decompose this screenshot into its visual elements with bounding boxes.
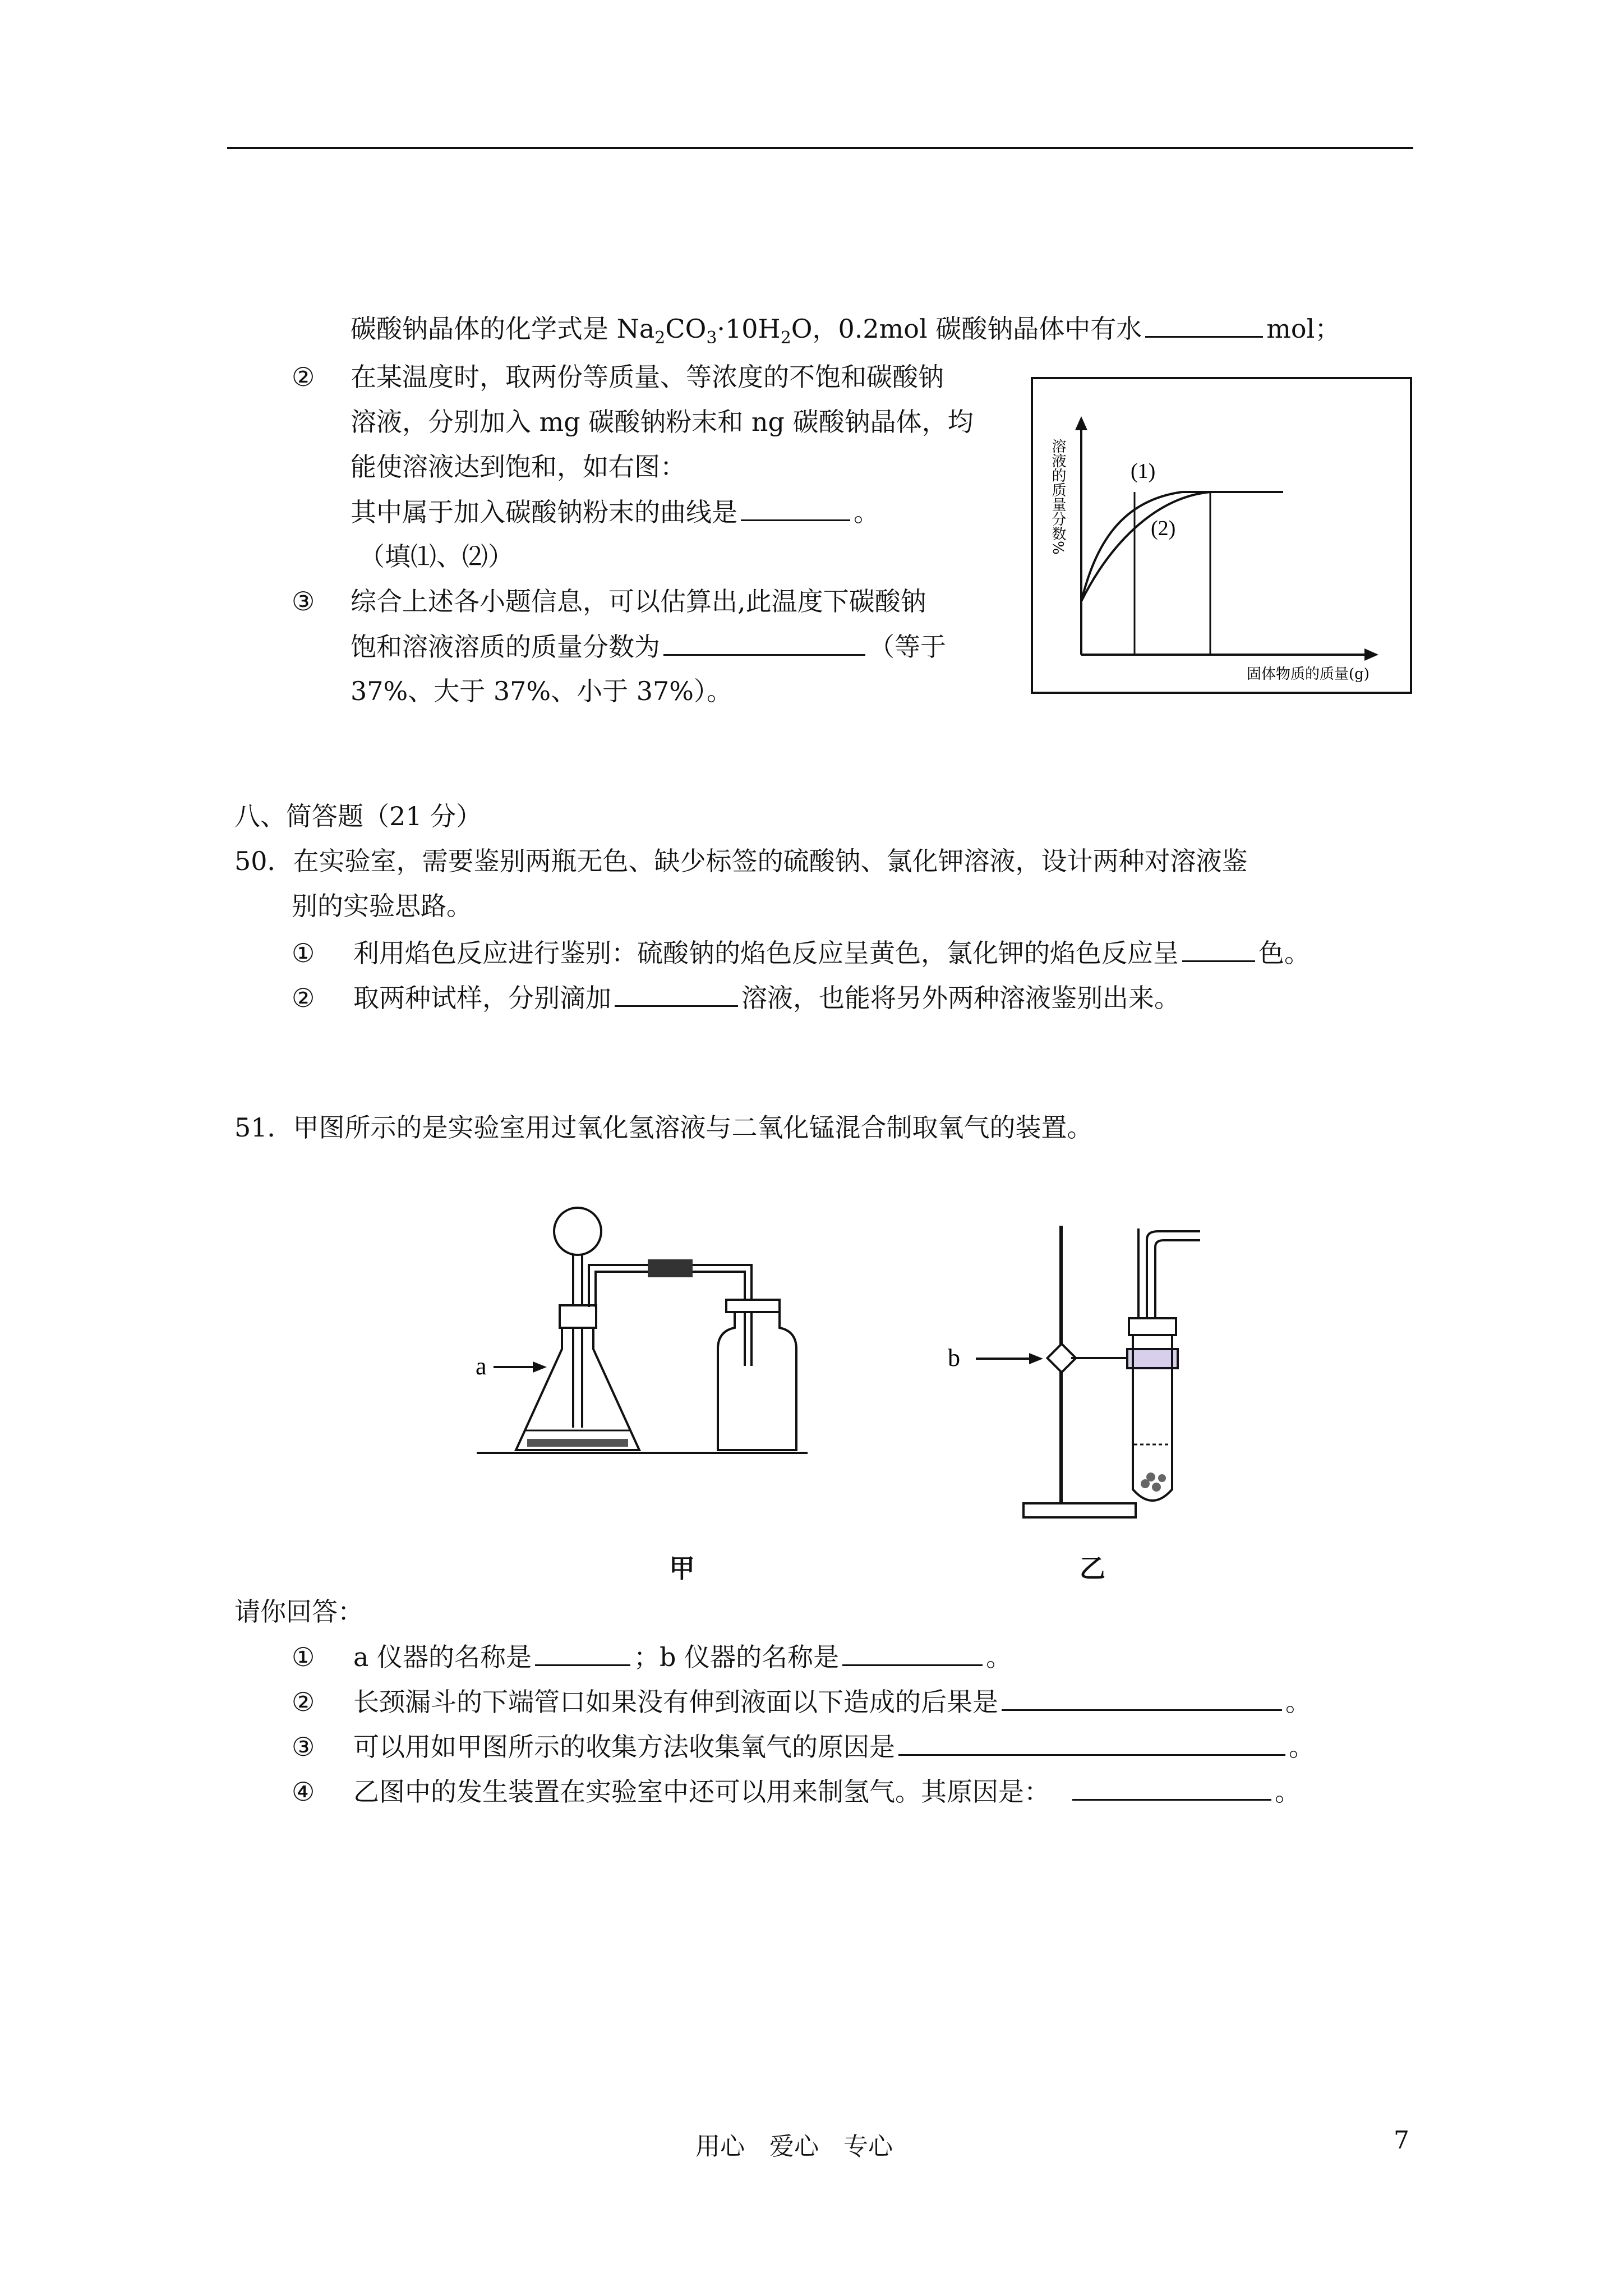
- zinc-granule: [1152, 1483, 1161, 1492]
- answer-blank[interactable]: [842, 1640, 983, 1666]
- delivery-tube-inner: [596, 1272, 745, 1366]
- question-49-2-line4: 其中属于加入碳酸钠粉末的曲线是 。: [351, 495, 879, 529]
- solubility-graph: [1031, 377, 1412, 694]
- figure-label-yi: 乙: [1080, 1553, 1105, 1584]
- clamp-jaw: [1127, 1349, 1178, 1368]
- bottle-lid: [726, 1300, 780, 1312]
- answer-blank[interactable]: [663, 629, 865, 656]
- question-49-2-line3: 能使溶液达到饱和，如右图：: [351, 452, 686, 482]
- question-49-2-marker: ②: [292, 362, 315, 392]
- question-49-2-line1: 在某温度时，取两份等质量、等浓度的不饱和碳酸钠: [351, 362, 944, 392]
- question-49-3-line1: 综合上述各小题信息，可以估算出,此温度下碳酸钠: [351, 586, 926, 616]
- zinc-granule: [1158, 1474, 1166, 1482]
- question-51-line1: 51．甲图所示的是实验室用过氧化氢溶液与二氧化锰混合制取氧气的装置。: [234, 1112, 1093, 1143]
- question-51-item-3: ③ 可以用如甲图所示的收集方法收集氧气的原因是 。: [292, 1729, 1315, 1764]
- graph-x-label: 固体物质的质量(g): [1247, 666, 1370, 683]
- question-49-1-continuation: 碳酸钠晶体的化学式是 $Na_2CO_3\cdot 10H_2O$，0.2mol 碳酸钠晶体中有水 mol；: [351, 311, 1340, 355]
- section-8-heading: 八、简答题（21 分）: [234, 801, 482, 831]
- stopper: [560, 1305, 596, 1328]
- question-50-line1: 50．在实验室，需要鉴别两瓶无色、缺少标签的硫酸钠、氯化钾溶液，设计两种对溶液鉴: [234, 846, 1248, 876]
- answer-blank[interactable]: [1002, 1685, 1282, 1711]
- question-50-item-2: ② 取两种试样，分别滴加 溶液，也能将另外两种溶液鉴别出来。: [292, 981, 1180, 1015]
- label-a: a: [476, 1352, 487, 1380]
- arrow-a-icon: [533, 1361, 547, 1373]
- rubber-connector: [648, 1259, 693, 1277]
- zinc-granule: [1146, 1473, 1155, 1481]
- apparatus-jia: [471, 1181, 875, 1484]
- question-51-item-4: ④ 乙图中的发生装置在实验室中还可以用来制氢气。其原因是： 。: [292, 1774, 1301, 1809]
- answer-blank[interactable]: [1182, 936, 1255, 962]
- question-49-3-line3: 37%、大于 37%、小于 37%）。: [351, 676, 732, 706]
- curve-1-label: (1): [1131, 459, 1156, 483]
- test-tube-stopper: [1129, 1318, 1176, 1335]
- question-49-2-line2: 溶液，分别加入 mg 碳酸钠粉末和 ng 碳酸钠晶体，均: [351, 407, 974, 437]
- answer-blank[interactable]: [535, 1640, 630, 1666]
- stand-base: [1023, 1503, 1136, 1517]
- answer-blank[interactable]: [898, 1729, 1285, 1756]
- gas-outlet-tube-inner: [1155, 1240, 1200, 1318]
- answer-blank[interactable]: [741, 495, 850, 521]
- label-b: b: [948, 1344, 960, 1372]
- question-50-item-1: ① 利用焰色反应进行鉴别：硫酸钠的焰色反应呈黄色，氯化钾的焰色反应呈 色。: [292, 936, 1310, 970]
- conical-flask: [516, 1328, 639, 1450]
- question-49-3-line2: 饱和溶液溶质的质量分数为 （等于: [351, 629, 946, 664]
- question-49-3-marker: ③: [292, 586, 315, 616]
- footer-motto: 用心 爱心 专心: [695, 2132, 893, 2161]
- arrow-b-icon: [1029, 1353, 1043, 1364]
- answer-blank[interactable]: [1145, 311, 1263, 338]
- graph-frame: [1032, 378, 1411, 693]
- graph-y-label: 溶液的质量分数%: [1049, 439, 1066, 555]
- question-51-item-2: ② 长颈漏斗的下端管口如果没有伸到液面以下造成的后果是 。: [292, 1685, 1311, 1719]
- manganese-dioxide-layer: [527, 1439, 628, 1447]
- funnel-bulb: [554, 1208, 601, 1255]
- question-50-line2: 别的实验思路。: [292, 891, 472, 921]
- collecting-bottle: [718, 1312, 796, 1450]
- apparatus-yi: [937, 1220, 1251, 1534]
- header-rule: [227, 147, 1413, 149]
- answer-blank[interactable]: [1072, 1774, 1271, 1801]
- answer-blank[interactable]: [615, 981, 738, 1007]
- question-51-item-1: ① a 仪器的名称是 ；b 仪器的名称是 。: [292, 1640, 1012, 1674]
- page-number: 7: [1394, 2126, 1409, 2155]
- question-49-2-hint: （填⑴、⑵）: [359, 541, 514, 572]
- curve-2-label: (2): [1151, 517, 1176, 540]
- delivery-tube: [589, 1265, 751, 1366]
- figure-label-jia: 甲: [669, 1553, 695, 1584]
- question-51-prompt: 请你回答：: [234, 1596, 363, 1627]
